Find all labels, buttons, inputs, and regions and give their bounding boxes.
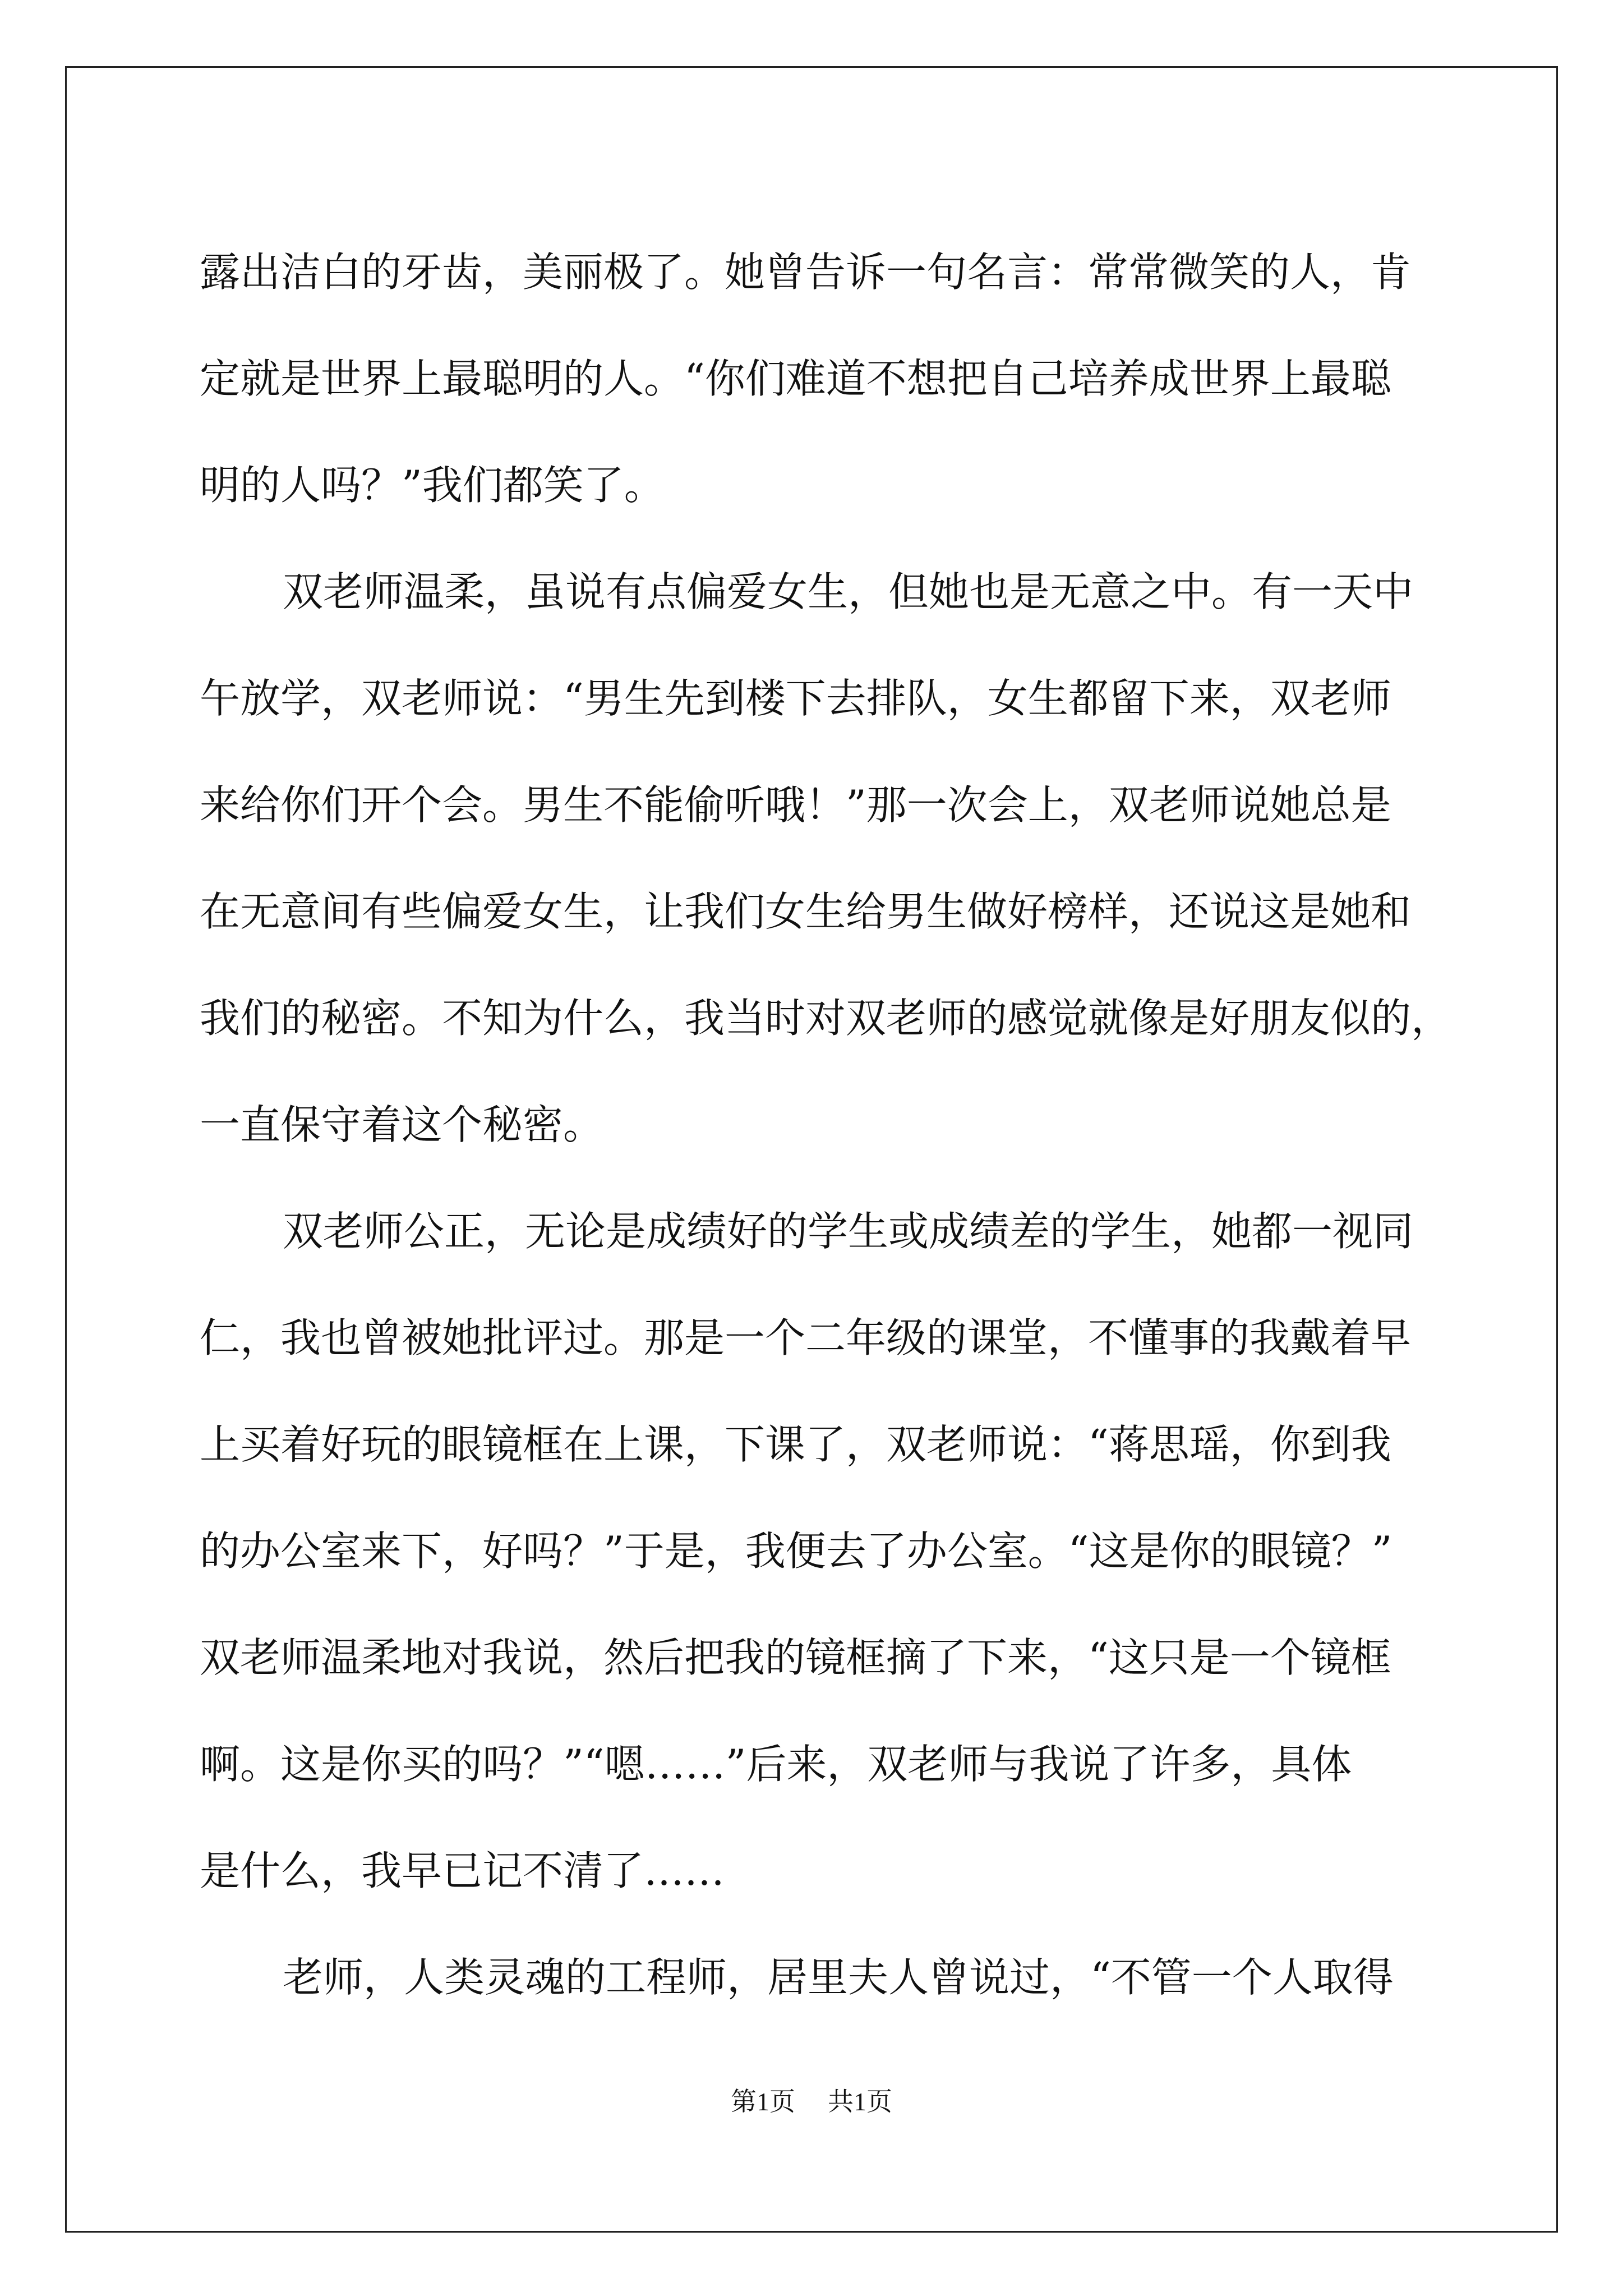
text-line: 明的人吗？”我们都笑了。 [200,462,665,509]
text-line: 双老师温柔地对我说，然后把我的镜框摘了下来，“这只是一个镜框 [200,1634,1391,1681]
text-line: 啊。这是你买的吗？”“嗯……”后来，双老师与我说了许多，具体 [200,1741,1352,1788]
page-number-current: 第1页 [731,2087,795,2116]
text-line: 仁，我也曾被她批评过。那是一个二年级的课堂，不懂事的我戴着早 [200,1314,1412,1361]
document-body [200,219,1452,2031]
text-line: 露出洁白的牙齿，美丽极了。她曾告诉一句名言：常常微笑的人，肯 [200,249,1412,296]
text-line: 一直保守着这个秘密。 [200,1101,604,1148]
paragraph-start-line: 老师，人类灵魂的工程师，居里夫人曾说过，“不管一个人取得 [283,1954,1394,2001]
paragraph-start-line: 双老师温柔，虽说有点偏爱女生，但她也是无意之中。有一天中 [283,568,1414,615]
text-line: 的办公室来下，好吗？”于是，我便去了办公室。“这是你的眼镜？” [200,1527,1393,1575]
text-line: 是什么，我早已记不清了…… [200,1847,725,1894]
text-line: 我们的秘密。不知为什么，我当时对双老师的感觉就像是好朋友似的， [200,995,1452,1042]
page-footer [0,2081,1623,2118]
text-line: 午放学，双老师说：“男生先到楼下去排队，女生都留下来，双老师 [200,675,1391,722]
paragraph-start-line: 双老师公正，无论是成绩好的学生或成绩差的学生，她都一视同 [283,1208,1414,1255]
text-line: 上买着好玩的眼镜框在上课，下课了，双老师说：“蒋思瑶，你到我 [200,1421,1391,1468]
text-line: 在无意间有些偏爱女生，让我们女生给男生做好榜样，还说这是她和 [200,888,1412,935]
page-number-total: 共1页 [828,2087,892,2116]
text-line: 来给你们开个会。男生不能偷听哦！”那一次会上，双老师说她总是 [200,781,1391,829]
text-line: 定就是世界上最聪明的人。“你们难道不想把自己培养成世界上最聪 [200,355,1391,402]
